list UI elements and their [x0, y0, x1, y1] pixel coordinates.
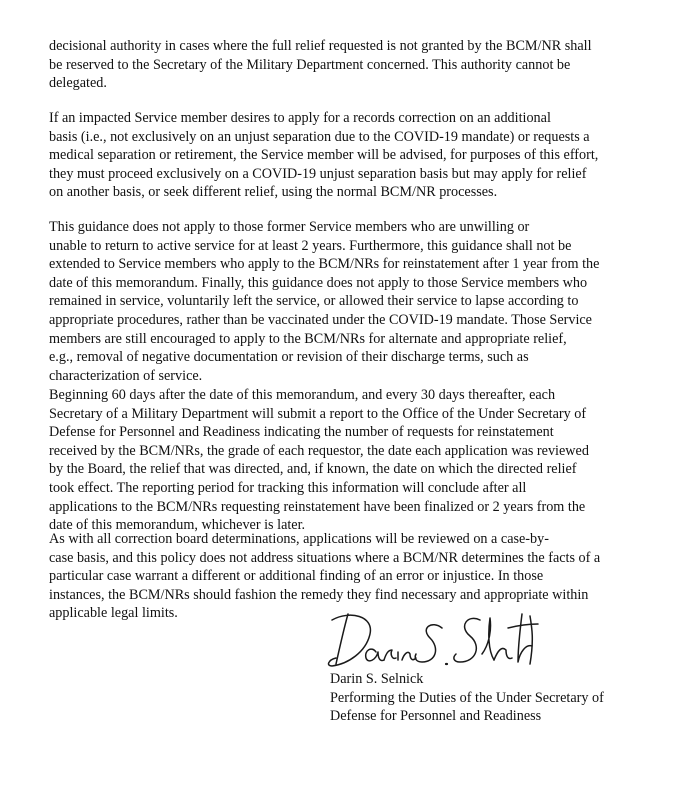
signatory-title: Performing the Duties of the Under Secretary of Defense for Personnel and Readiness: [330, 689, 604, 725]
signatory-name: Darin S. Selnick: [330, 671, 424, 687]
paragraph-additional-basis: If an impacted Service member desires to apply for a records correction on an additional basis (i.e., not exclusively on an unjust separation due to the COVID-19 mandate) or requests a medical separation or retirement, the Service member will be advised, for purposes of this effort, they must proceed exclusively on a COVID-19 unjust separation basis but may apply for relief on another basis, or seek different relief, using the normal BCM/NR processes.: [49, 110, 599, 201]
paragraph-decisional-authority: decisional authority in cases where the full relief requested is not granted by the BCM/NR shall be reserved to the Secretary of the Military Department concerned. This authority cannot be delegated.: [49, 38, 592, 92]
handwritten-signature: [322, 606, 542, 676]
signature-block: [330, 670, 650, 726]
paragraph-reporting-requirements: Beginning 60 days after the date of this memorandum, and every 30 days thereafter, each Secretary of a Military Department will submit a report to the Office of the Under Secretary of Defense for Personnel and Readiness indicating the number of requests for reinstatement received by the BCM/NRs, the grade of each requestor, the date each application was reviewed by the Board, the relief that was directed, and, if known, the date on which the directed relief took effect. The reporting period for tracking this information will conclude after all applications to the BCM/NRs requesting reinstatement have been finalized or 2 years from the date of this memorandum, whichever is later.: [49, 387, 589, 534]
paragraph-case-by-case-review: As with all correction board determinations, applications will be reviewed on a case-by- case basis, and this policy does not address situations where a BCM/NR determines the facts of a particular case warrant a different or additional finding of an error or injustice. In those instances, the BCM/NRs should fashion the remedy they find necessary and appropriate within applicable legal limits.: [49, 531, 601, 622]
paragraph-guidance-exclusions: This guidance does not apply to those former Service members who are unwilling or unable to return to active service for at least 2 years. Furthermore, this guidance shall not be extended to Service members who apply to the BCM/NRs for reinstatement after 1 year from the date of this memorandum. Finally, this guidance does not apply to those Service members who remained in service, voluntarily left the service, or allowed their service to lapse according to appropriate procedures, rather than be vaccinated under the COVID-19 mandate. Those Service members are still encouraged to apply to the BCM/NRs for alternate and appropriate relief, e.g., removal of negative documentation or revision of their discharge terms, such as characterization of service.: [49, 219, 600, 384]
